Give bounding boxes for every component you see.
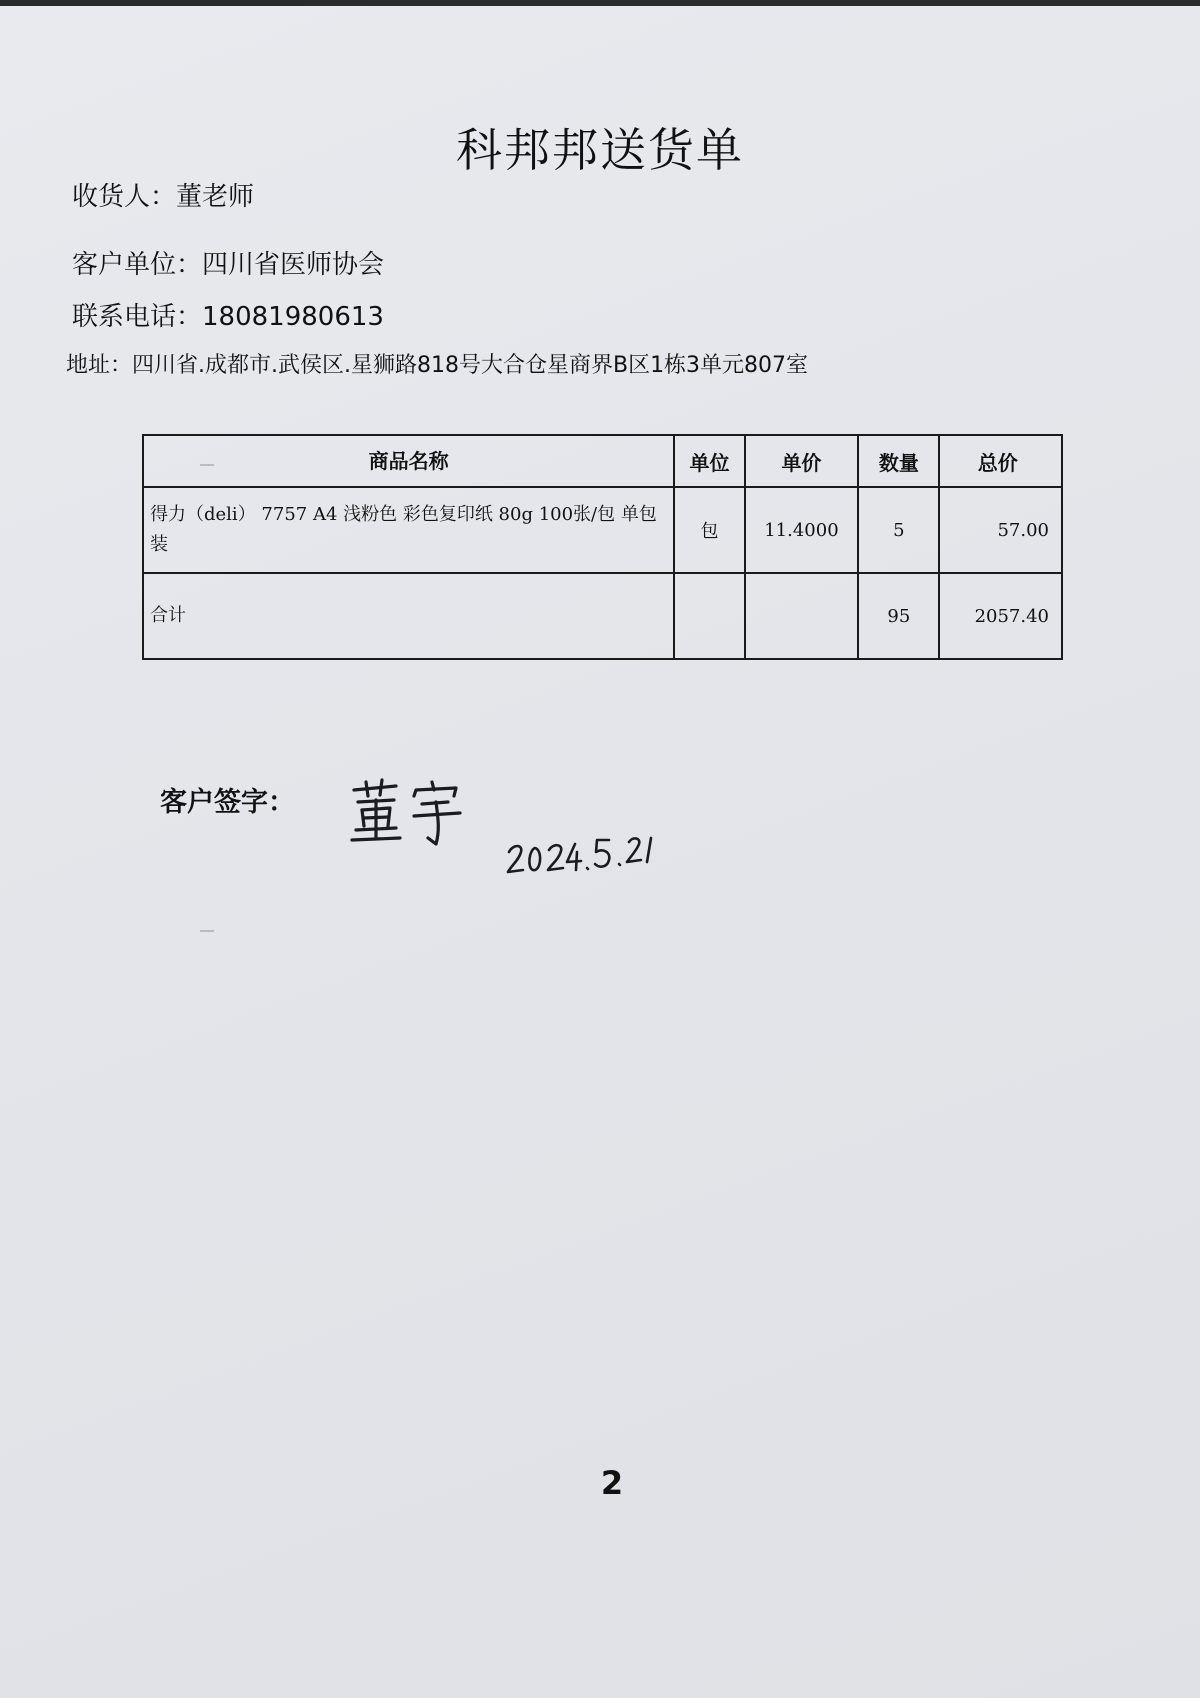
handwritten-signature — [348, 778, 478, 848]
address-field: 地址：四川省.成都市.武侯区.星狮路818号大合仓星商界B区1栋3单元807室 — [66, 353, 809, 378]
delivery-note-page — [0, 6, 1200, 1698]
cell-unit: 包 — [674, 487, 744, 573]
page-number: 2 — [600, 1464, 624, 1502]
summary-row — [143, 573, 1062, 659]
summary-total: 2057.40 — [939, 573, 1062, 659]
cell-total: 57.00 — [939, 487, 1062, 573]
signature-label: 客户签字： — [160, 787, 295, 818]
header-name: 商品名称 — [143, 435, 674, 487]
cell-unit-price: 11.4000 — [745, 487, 859, 573]
table-row — [143, 487, 1062, 573]
handwritten-date — [505, 830, 665, 880]
summary-label: 合计 — [143, 573, 674, 659]
phone-field: 联系电话：18081980613 — [72, 302, 384, 332]
company-field: 客户单位：四川省医师协会 — [72, 250, 385, 280]
header-quantity: 数量 — [858, 435, 939, 487]
summary-unit-empty — [674, 573, 744, 659]
header-total: 总价 — [939, 435, 1062, 487]
document-title: 科邦邦送货单 — [456, 123, 744, 177]
scan-smudge — [200, 930, 214, 932]
table-header-row — [143, 435, 1062, 487]
cell-name: 得力（deli） 7757 A4 浅粉色 彩色复印纸 80g 100张/包 单包装 — [143, 487, 674, 573]
header-unit: 单位 — [674, 435, 744, 487]
header-unit-price: 单价 — [745, 435, 859, 487]
cell-quantity: 5 — [858, 487, 939, 573]
receiver-field: 收货人：董老师 — [72, 182, 255, 212]
summary-price-empty — [745, 573, 859, 659]
items-table — [142, 434, 1063, 660]
summary-quantity: 95 — [858, 573, 939, 659]
